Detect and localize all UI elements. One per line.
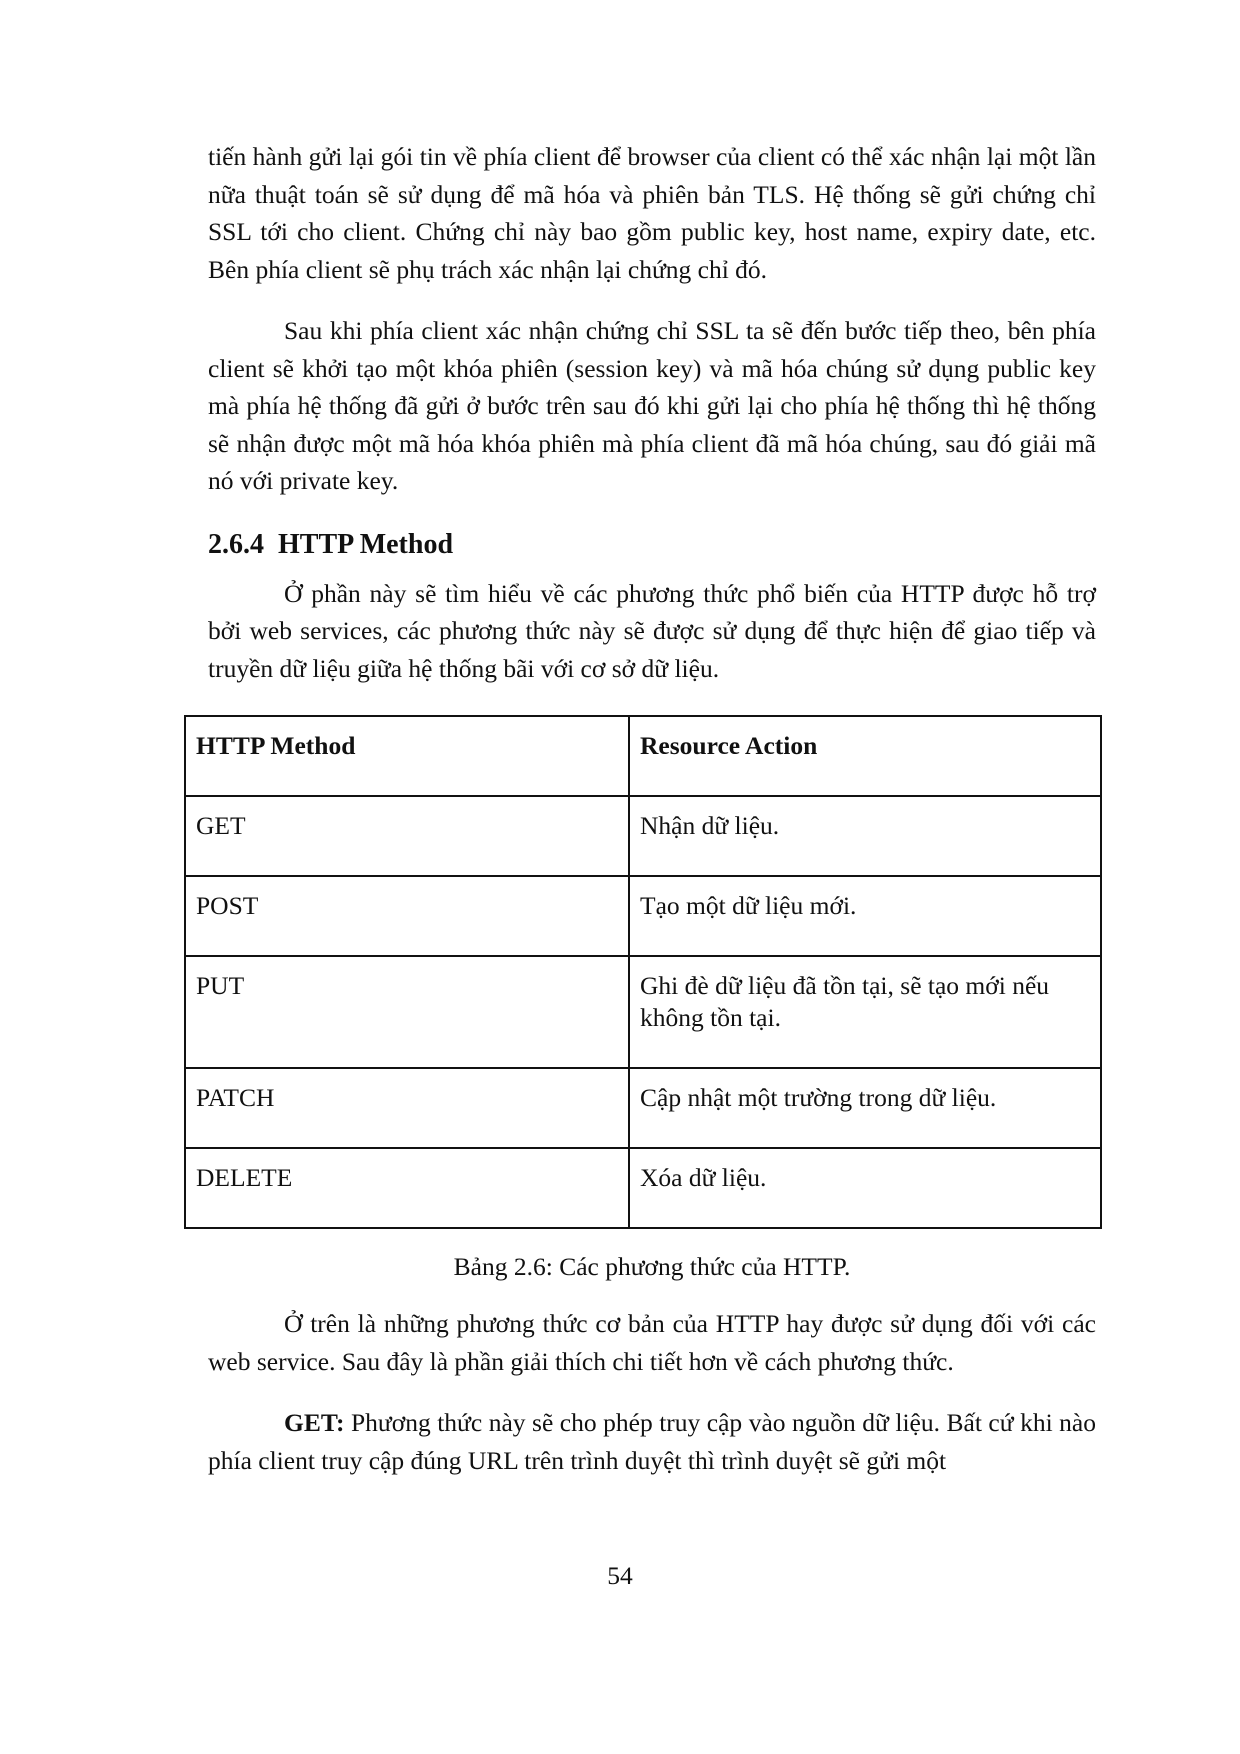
action-cell: Nhận dữ liệu.	[629, 796, 1101, 876]
get-description: Phương thức này sẽ cho phép truy cập vào nguồn dữ liệu. Bất cứ khi nào phía client truy cập đúng URL trên trình duyệt thì trình duyệt sẽ gửi một	[208, 1408, 1096, 1475]
document-page	[196, 138, 1096, 1479]
table-row	[185, 1148, 1101, 1228]
table-header-row	[185, 716, 1101, 796]
table-caption: Bảng 2.6: Các phương thức của HTTP.	[453, 1252, 851, 1281]
method-cell: DELETE	[185, 1148, 629, 1228]
paragraph-session-key: Sau khi phía client xác nhận chứng chỉ SSL ta sẽ đến bước tiếp theo, bên phía client sẽ khởi tạo một khóa phiên (session key) và mã hóa chúng sử dụng public key mà phía hệ thống đã gửi ở bước trên sau đó khi gửi lại cho phía hệ thống thì hệ thống sẽ nhận được một mã hóa khóa phiên mà phía client đã mã hóa chúng, sau đó giải mã nó với private key.	[208, 316, 1096, 495]
paragraph-tls-certificate: tiến hành gửi lại gói tin về phía client để browser của client có thể xác nhận lại một lần nữa thuật toán sẽ sử dụng để mã hóa và phiên bản TLS. Hệ thống sẽ gửi chứng chỉ SSL tới cho client. Chứng chỉ này bao gồm public key, host name, expiry date, etc. Bên phía client sẽ phụ trách xác nhận lại chứng chỉ đó.	[208, 142, 1096, 284]
section-number: 2.6.4	[208, 528, 264, 560]
page-number: 54	[607, 1561, 633, 1590]
action-cell: Ghi đè dữ liệu đã tồn tại, sẽ tạo mới nếu không tồn tại.	[629, 956, 1101, 1068]
method-cell: GET	[185, 796, 629, 876]
header-resource-action: Resource Action	[629, 716, 1101, 796]
action-cell: Xóa dữ liệu.	[629, 1148, 1101, 1228]
table-row	[185, 796, 1101, 876]
method-cell: PATCH	[185, 1068, 629, 1148]
table-row	[185, 956, 1101, 1068]
method-cell: PUT	[185, 956, 629, 1068]
paragraph-methods-summary: Ở trên là những phương thức cơ bản của HTTP hay được sử dụng đối với các web service. Sau đây là phần giải thích chi tiết hơn về cách phương thức.	[208, 1309, 1096, 1376]
action-cell: Cập nhật một trường trong dữ liệu.	[629, 1068, 1101, 1148]
table-row	[185, 1068, 1101, 1148]
get-label: GET:	[284, 1408, 345, 1437]
action-cell: Tạo một dữ liệu mới.	[629, 876, 1101, 956]
table-row	[185, 876, 1101, 956]
header-http-method: HTTP Method	[185, 716, 629, 796]
paragraph-http-intro: Ở phần này sẽ tìm hiểu về các phương thức phổ biến của HTTP được hỗ trợ bởi web services, các phương thức này sẽ được sử dụng để thực hiện để giao tiếp và truyền dữ liệu giữa hệ thống bãi với cơ sở dữ liệu.	[208, 578, 1096, 683]
section-title: HTTP Method	[278, 528, 454, 560]
method-cell: POST	[185, 876, 629, 956]
paragraph-get-method	[208, 1404, 1096, 1479]
http-methods-table	[184, 715, 1102, 1229]
section-heading	[208, 525, 1096, 565]
